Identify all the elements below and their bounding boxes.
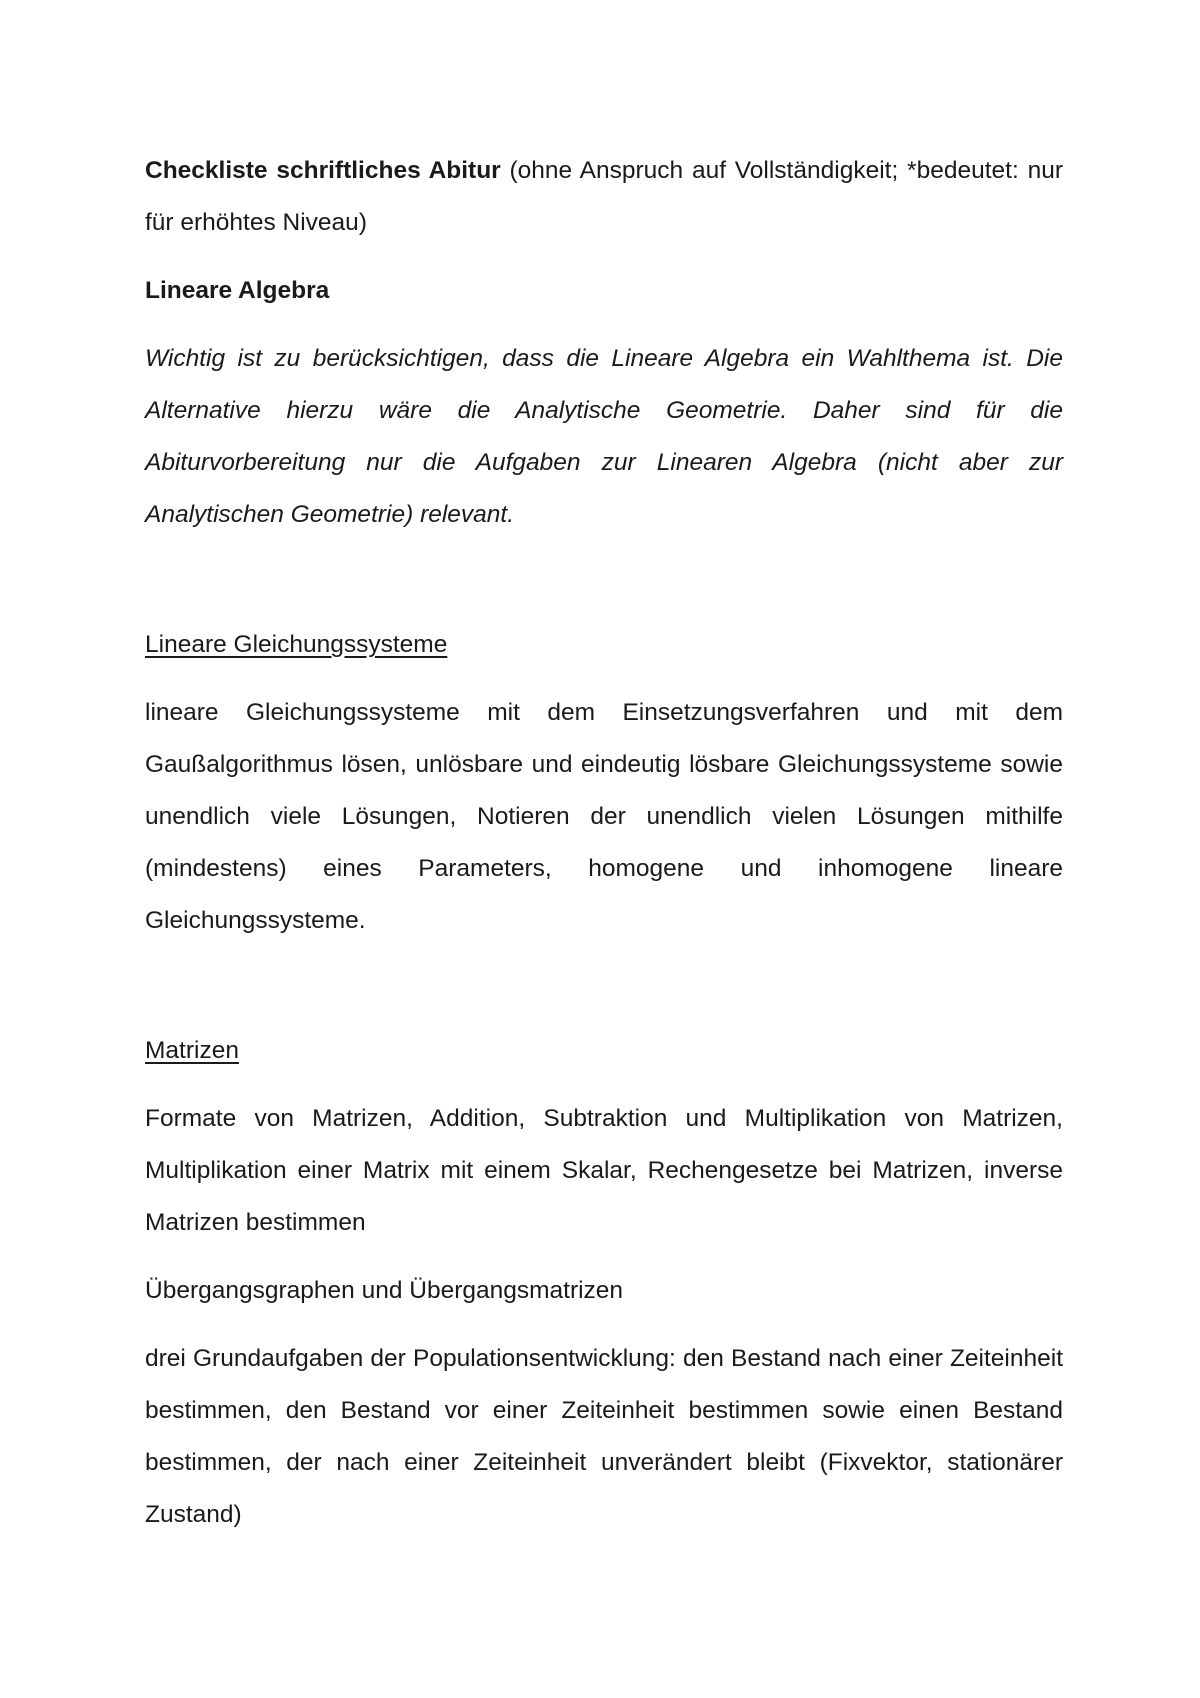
subsection-heading-lgs: Lineare Gleichungssysteme <box>145 631 448 658</box>
matrizen-paragraph-3: drei Grundaufgaben der Populationsentwicklung: den Bestand nach einer Zeiteinheit bestimmen, den Bestand vor einer Zeiteinheit bestimmen sowie einen Bestand bestimmen, der nach einer Zeiteinheit unverändert bleibt (Fixvektor, stationärer Zustand) <box>145 1345 1063 1528</box>
subsection-heading-matrizen: Matrizen <box>145 1037 239 1064</box>
document-title <box>145 145 1063 249</box>
title-bold: Checkliste schriftliches Abitur <box>145 157 501 184</box>
intro-note: Wichtig ist zu berücksichtigen, dass die Lineare Algebra ein Wahlthema ist. Die Alternative hierzu wäre die Analytische Geometrie. Daher sind für die Abiturvorbereitung nur die Aufgaben zur Linearen Algebra (nicht aber zur Analytischen Geometrie) relevant. <box>145 345 1063 528</box>
matrizen-paragraph-2: Übergangsgraphen und Übergangsmatrizen <box>145 1277 624 1304</box>
document-page <box>145 145 1063 1541</box>
title-rest: (ohne Anspruch auf Vollständigkeit; *bedeutet: nur für erhöhtes Niveau) <box>145 157 1063 236</box>
matrizen-paragraph-1: Formate von Matrizen, Addition, Subtraktion und Multiplikation von Matrizen, Multiplikation einer Matrix mit einem Skalar, Rechengesetze bei Matrizen, inverse Matrizen bestimmen <box>145 1105 1063 1236</box>
lgs-paragraph: lineare Gleichungssysteme mit dem Einsetzungsverfahren und mit dem Gaußalgorithmus lösen, unlösbare und eindeutig lösbare Gleichungssysteme sowie unendlich viele Lösungen, Notieren der unendlich vielen Lösungen mithilfe (mindestens) eines Parameters, homogene und inhomogene lineare Gleichungssysteme. <box>145 699 1063 934</box>
section-heading: Lineare Algebra <box>145 277 330 304</box>
